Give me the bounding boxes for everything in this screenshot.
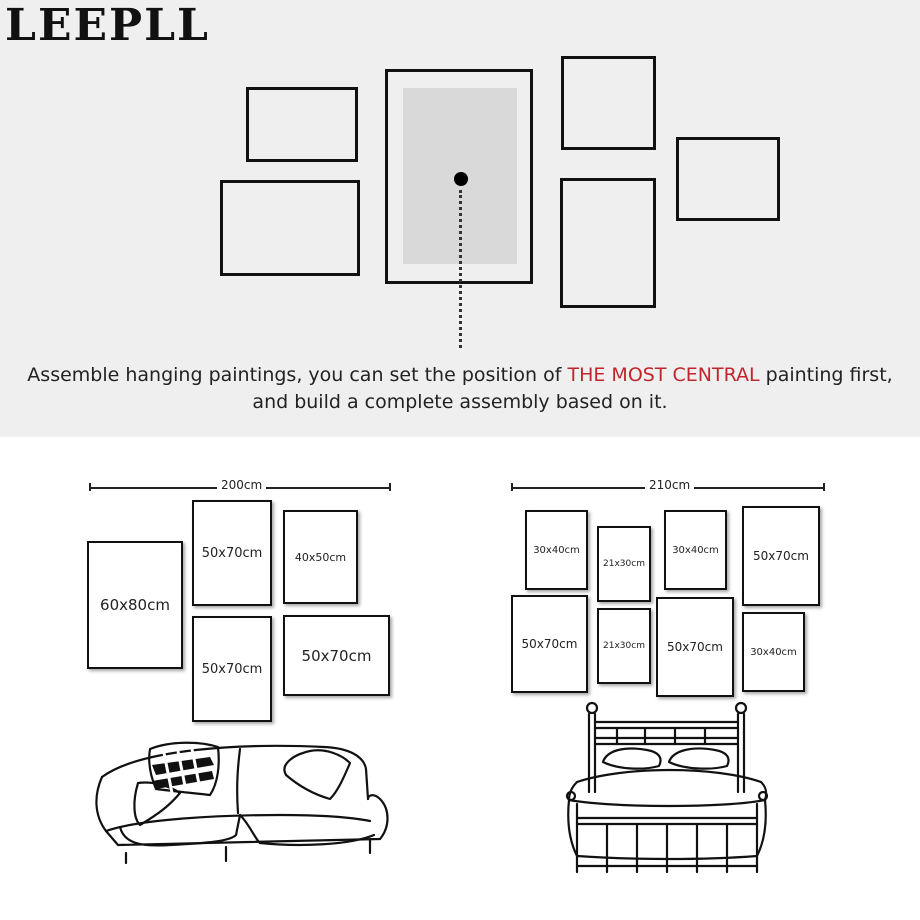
brand-logo: LEEPLL (5, 0, 210, 51)
frame-size-label: 50x70cm (301, 646, 372, 665)
bed-icon (555, 700, 785, 880)
frame-bottom-left (220, 180, 360, 276)
frame-size-label: 50x70cm (521, 637, 578, 651)
frame-30x40-3 (742, 612, 805, 692)
width-dimension-label: 210cm (645, 478, 694, 492)
frame-top-right (561, 56, 656, 150)
frame-top-left (246, 87, 358, 162)
frame-size-label: 30x40cm (533, 544, 580, 556)
instruction-part: painting first, (759, 364, 893, 386)
instruction-panel (0, 0, 920, 437)
width-dimension-label: 200cm (217, 478, 266, 492)
dimension-tick (511, 483, 513, 491)
frame-size-label: 30x40cm (672, 544, 719, 556)
frame-40x50 (283, 510, 358, 604)
frame-size-label: 60x80cm (100, 596, 170, 614)
frame-50x70-3 (656, 597, 734, 697)
frame-size-label: 50x70cm (201, 545, 263, 561)
instruction-highlight: THE MOST CENTRAL (567, 364, 760, 386)
instruction-text (0, 362, 920, 416)
dimension-tick (89, 483, 91, 491)
center-point-icon (454, 172, 468, 186)
frame-50x70-landscape (283, 615, 390, 696)
frame-size-label: 50x70cm (753, 549, 809, 563)
instruction-line-2: and build a complete assembly based on it. (252, 391, 668, 413)
frame-50x70-2 (511, 595, 588, 693)
frame-bottom-right (560, 178, 656, 308)
frame-size-label: 30x40cm (750, 646, 797, 658)
dimension-tick (823, 483, 825, 491)
frame-size-label: 50x70cm (201, 661, 263, 677)
instruction-part: Assemble hanging paintings, you can set the position of (27, 364, 568, 386)
frame-size-label: 21x30cm (603, 641, 645, 651)
frame-size-label: 21x30cm (603, 559, 645, 569)
center-guide-line (459, 190, 462, 348)
frame-size-label: 50x70cm (667, 640, 723, 654)
frame-size-label: 40x50cm (294, 550, 347, 564)
frame-30x40-1 (525, 510, 588, 590)
frame-60x80 (87, 541, 183, 669)
frame-21x30-2 (597, 608, 651, 684)
frame-far-right (676, 137, 780, 221)
frame-21x30-1 (597, 526, 651, 602)
dimension-tick (389, 483, 391, 491)
sofa-icon (80, 735, 400, 865)
frame-50x70-1 (742, 506, 820, 606)
frame-30x40-2 (664, 510, 727, 590)
frame-50x70-top (192, 500, 272, 606)
frame-50x70-bottom (192, 616, 272, 722)
